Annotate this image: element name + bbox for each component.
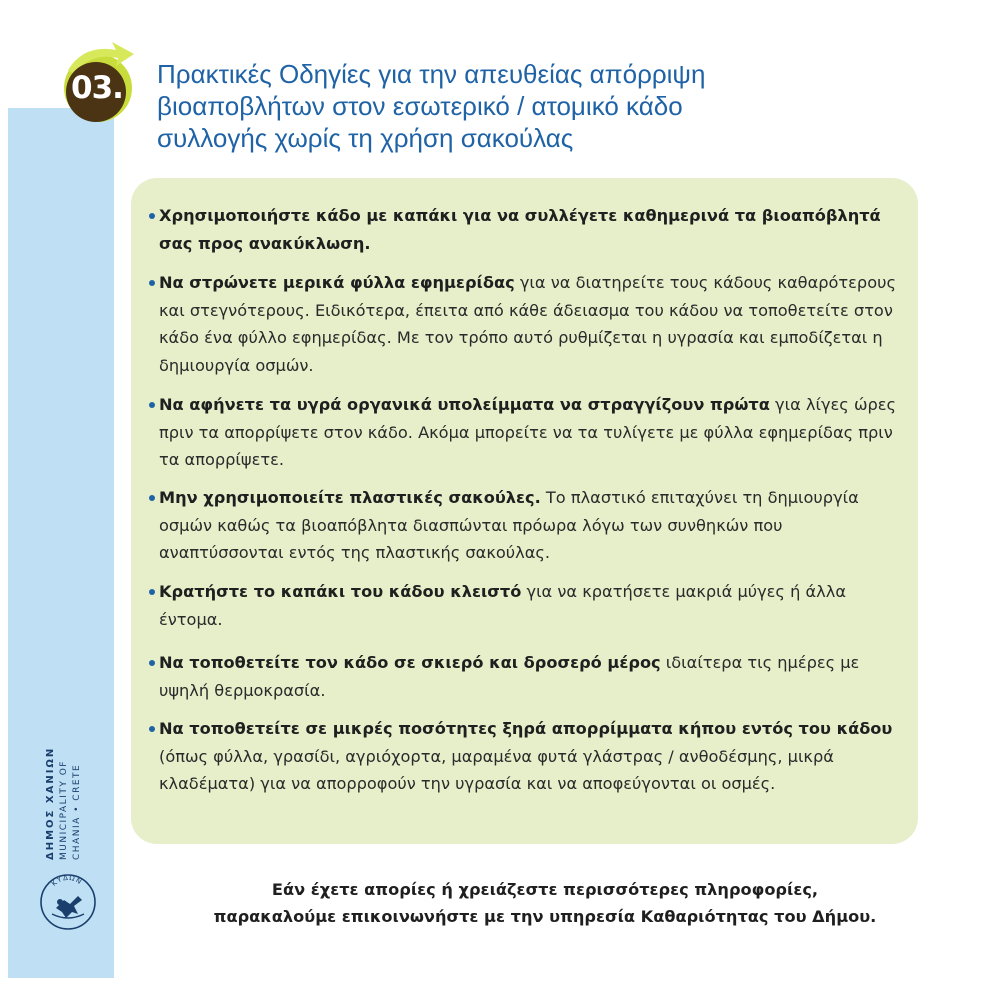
title-line-3: συλλογής χωρίς τη χρήση σακούλας [157,123,574,153]
bullet-icon [149,402,155,408]
tip-item [159,269,899,379]
tip-item [159,715,899,798]
bullet-icon [149,213,155,219]
tip-text: ιδιαίτερα τις ημέρες με υψηλή θερμοκρασία. [159,653,860,700]
step-badge [58,40,144,126]
municipality-name-en-1: MUNICIPALITY OF [59,760,69,860]
title-line-1: Πρακτικές Οδηγίες για την απευθείας απόρριψη [157,59,706,89]
title-line-2: βιοαποβλήτων στον εσωτερικό / ατομικό κάδο [157,91,683,121]
bullet-icon [149,660,155,666]
tips-list [131,178,918,844]
tips-panel [131,178,918,844]
tip-text: (όπως φύλλα, γρασίδι, αγριόχορτα, μαραμένα φυτά γλάστρας / ανθοδέσμης, μικρά κλαδέματα) για να απορροφούν την υγρασία και να αποφεύγονται οι οσμές. [159,746,834,793]
tip-bold: Να τοποθετείτε σε μικρές ποσότητες ξηρά απορρίμματα κήπου εντός του κάδου [159,719,893,738]
seal-text: ΚΥΔΩΝ [50,873,84,888]
tip-bold: Να στρώνετε μερικά φύλλα εφημερίδας [159,273,515,292]
tip-item [159,649,899,704]
bullet-icon [149,726,155,732]
tip-item [159,578,899,633]
tip-bold: Κρατήστε το καπάκι του κάδου κλειστό [159,582,522,601]
step-number: 03. [71,70,123,106]
tip-bold: Μην χρησιμοποιείτε πλαστικές σακούλες. [159,488,541,507]
bullet-icon [149,495,155,501]
tip-bold: Χρησιμοποιήστε κάδο με καπάκι για να συλλέγετε καθημερινά τα βιοαπόβλητά σας προς ανακύκλωση. [159,206,881,253]
bullet-icon [149,589,155,595]
contact-note [150,876,940,930]
municipality-name-gr: ΔΗΜΟΣ ΧΑΝΙΩΝ [45,746,56,860]
tip-item [159,484,899,567]
tip-text: Το πλαστικό επιταχύνει τη δημιουργία οσμών καθώς τα βιοαπόβλητα διασπώνται πρόωρα λόγω των συνθηκών που αναπτύσσονται εντός της πλαστικής σακούλας. [159,488,859,562]
municipality-seal-icon [38,872,98,932]
svg-text:ΚΥΔΩΝ [50,874,84,888]
tip-text: για να κρατήσετε μακριά μύγες ή άλλα έντομα. [159,582,846,629]
contact-line-1: Εάν έχετε απορίες ή χρειάζεστε περισσότερες πληροφορίες, [271,880,819,899]
municipality-name [44,730,96,860]
tip-item [159,391,899,474]
municipality-name-en-2: CHANIA • CRETE [72,763,82,860]
tip-bold: Να τοποθετείτε τον κάδο σε σκιερό και δροσερό μέρος [159,653,661,672]
tip-text: για να διατηρείτε τους κάδους καθαρότερους και στεγνότερους. Ειδικότερα, έπειτα από κάθε άδειασμα του κάδου να τοποθετείτε στον κάδο ένα φύλλο εφημερίδας. Με τον τρόπο αυτό ρυθμίζεται η υγρασία και εμποδίζεται η δημιουργία οσμών. [159,273,896,375]
contact-line-2: παρακαλούμε επικοινωνήστε με την υπηρεσία Καθαριότητας του Δήμου. [213,907,877,926]
tip-item [159,202,899,257]
tip-text: για λίγες ώρες πριν τα απορρίψετε στον κάδο. Ακόμα μπορείτε να τα τυλίγετε με φύλλα εφημερίδας πριν τα απορρίψετε. [159,395,897,469]
tip-bold: Να αφήνετε τα υγρά οργανικά υπολείμματα να στραγγίζουν πρώτα [159,395,770,414]
bullet-icon [149,280,155,286]
page-title [157,58,857,154]
